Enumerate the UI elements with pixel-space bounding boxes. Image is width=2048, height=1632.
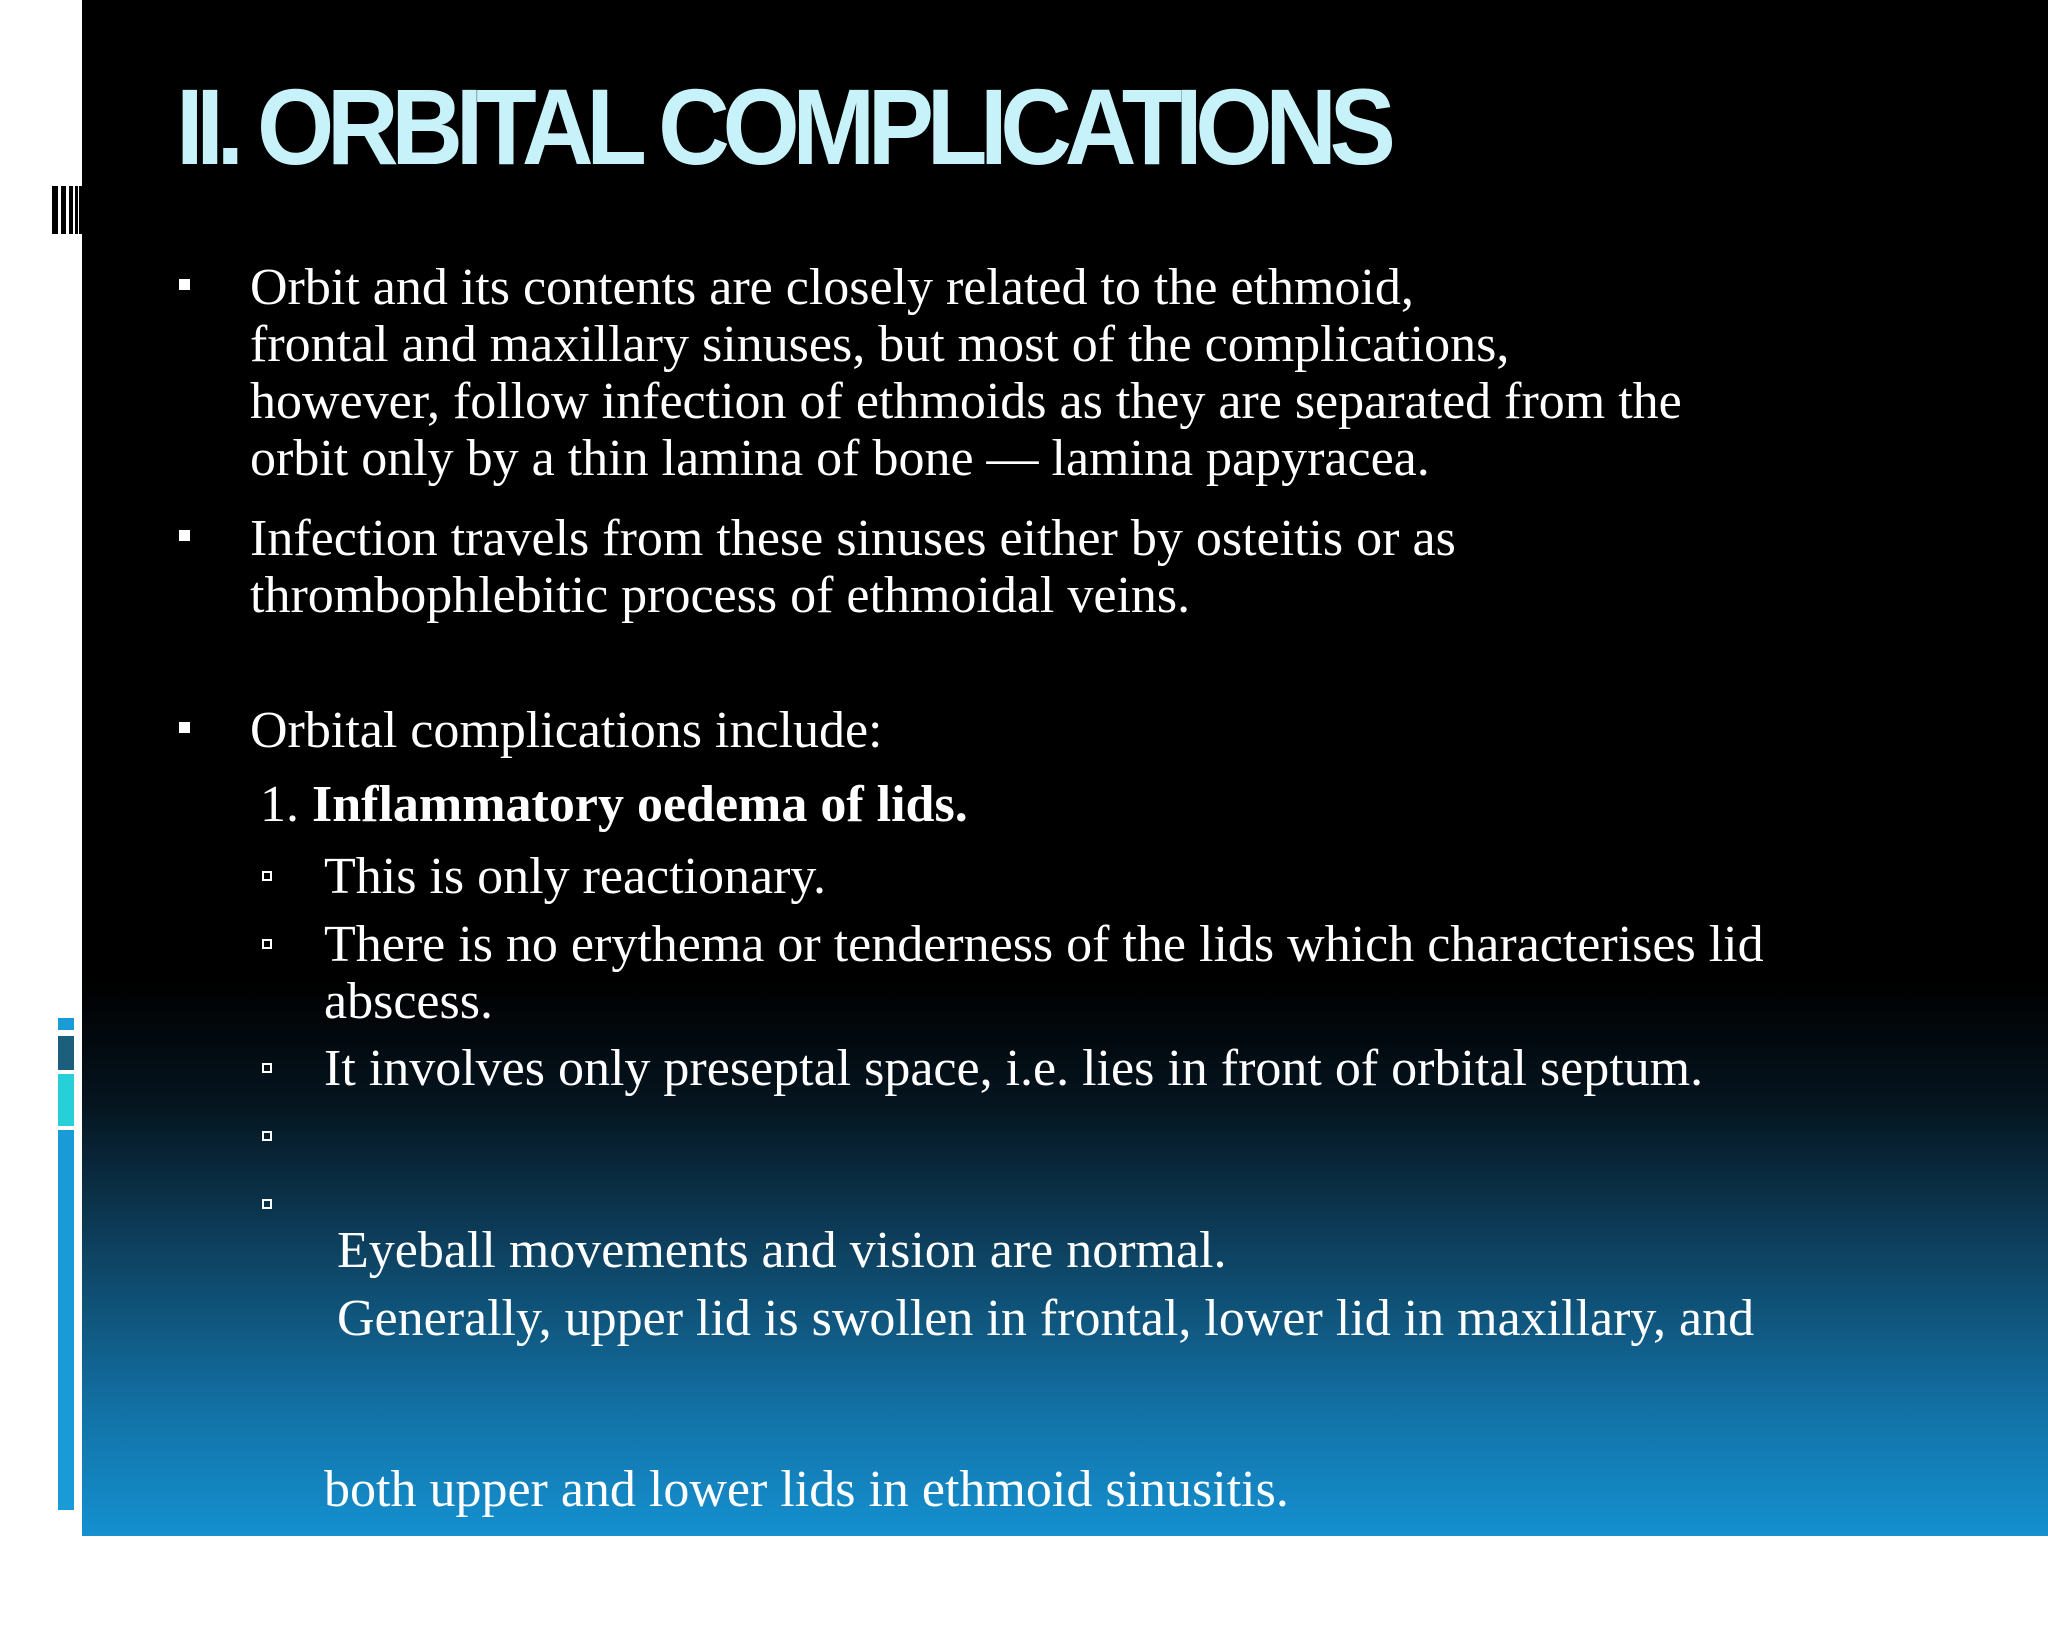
text-line: thrombophlebitic process of ethmoidal veins. bbox=[250, 567, 1191, 624]
text-line: It involves only preseptal space, i.e. lies in front of orbital septum. bbox=[324, 1040, 1704, 1097]
sub-bullet-text bbox=[324, 848, 826, 905]
vertical-bars-decoration bbox=[52, 186, 82, 234]
left-decoration-strip bbox=[0, 0, 82, 1536]
numbered-heading bbox=[260, 776, 968, 833]
text-line: Generally, upper lid is swollen in frontal, lower lid in maxillary, and bbox=[324, 1290, 1755, 1347]
text-line: orbit only by a thin lamina of bone — lamina papyracea. bbox=[250, 430, 1430, 487]
hollow-square-bullet-icon bbox=[262, 1131, 272, 1141]
text-line: There is no erythema or tenderness of the lids which characterises lid bbox=[324, 916, 1764, 973]
hollow-square-bullet-icon bbox=[262, 1199, 272, 1209]
hollow-square-bullet-icon bbox=[262, 871, 272, 881]
text-line: This is only reactionary. bbox=[324, 848, 827, 905]
text-line: however, follow infection of ethmoids as they are separated from the bbox=[250, 373, 1682, 430]
square-bullet-icon bbox=[179, 722, 190, 733]
sub-bullet-text bbox=[324, 1176, 1754, 1632]
slide-title: II. ORBITAL COMPLICATIONS bbox=[176, 66, 1389, 187]
hollow-square-bullet-icon bbox=[262, 939, 272, 949]
text-line: both upper and lower lids in ethmoid sinusitis. bbox=[324, 1461, 1289, 1518]
item-number: 1. bbox=[260, 776, 299, 833]
bullet-text bbox=[250, 259, 1682, 487]
hollow-square-bullet-icon bbox=[262, 1063, 272, 1073]
sub-bullet-text bbox=[324, 916, 1764, 1030]
square-bullet-icon bbox=[179, 530, 190, 541]
square-bullet-icon bbox=[179, 279, 190, 290]
text-line: Orbit and its contents are closely related to the ethmoid, bbox=[250, 259, 1414, 316]
item-label: Inflammatory oedema of lids. bbox=[312, 776, 968, 833]
text-line: abscess. bbox=[324, 973, 493, 1030]
bullet-text bbox=[250, 510, 1456, 624]
text-line: frontal and maxillary sinuses, but most of the complications, bbox=[250, 316, 1510, 373]
bullet-text bbox=[250, 702, 883, 759]
text-line: Eyeball movements and vision are normal. bbox=[324, 1222, 1227, 1279]
text-line: Orbital complications include: bbox=[250, 702, 883, 759]
sub-bullet-text bbox=[324, 1040, 1703, 1097]
text-line: Infection travels from these sinuses either by osteitis or as bbox=[250, 510, 1456, 567]
slide bbox=[82, 0, 2048, 1536]
